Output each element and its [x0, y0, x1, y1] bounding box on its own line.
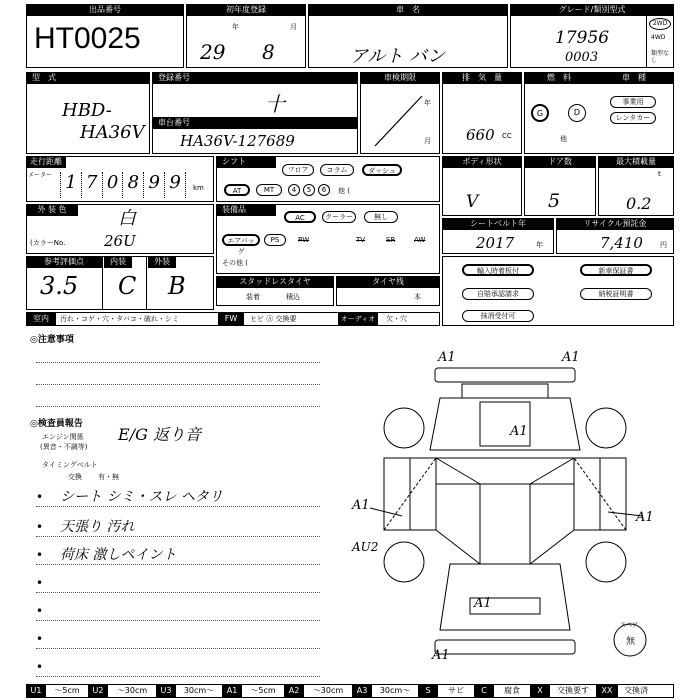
tire-label: タイヤ残: [336, 276, 440, 288]
room-items: 汚れ・コゲ・穴・タバコ・破れ・シミ: [60, 315, 179, 323]
legend-desc: 30cm～: [183, 686, 215, 695]
inspector-label: ◎検査員報告: [30, 419, 83, 429]
rear-bumper: [435, 640, 575, 654]
mileage-unit: km: [193, 184, 204, 192]
damage-mark: A1: [474, 596, 492, 611]
equip-label: 装備品: [216, 204, 276, 216]
mileage-digit: 0: [102, 172, 123, 198]
shift-6: 6: [318, 184, 330, 196]
load-unit: t: [658, 170, 661, 178]
reg-no-label: 登録番号: [152, 72, 358, 84]
legend-code: A2: [284, 684, 304, 698]
studless-fit: 装着: [246, 293, 260, 301]
engine-label: エンジン関係: [42, 433, 84, 441]
model-value-2: HA36V: [80, 122, 145, 143]
equip-other: その他 (: [222, 259, 248, 267]
equip-ps: PS: [264, 234, 286, 246]
front-body: [430, 398, 580, 450]
rule-line: [36, 362, 320, 363]
inspection-label: 車検期限: [360, 72, 440, 84]
year-unit: 年: [232, 23, 239, 31]
spare-label: スペア: [620, 622, 639, 629]
equip-aw: AW: [414, 236, 426, 244]
rule-line: [36, 536, 320, 537]
damage-mark: A1: [432, 648, 450, 663]
legend-code: A1: [222, 684, 242, 698]
mileage-digits: [60, 172, 186, 198]
front-hood: [462, 384, 548, 398]
mileage-digit: 8: [122, 172, 143, 198]
damage-mark: A1: [352, 498, 370, 513]
body-label: ボディ形状: [442, 156, 522, 168]
doc-1: 輸入時着板付: [462, 264, 534, 276]
first-reg-year: 29: [200, 40, 226, 64]
rule-line: [36, 406, 320, 407]
bullet-3: 荷床 激しペイント: [60, 547, 177, 563]
color-no-value: 26U: [104, 232, 136, 250]
timing-yes-no: 有・無: [98, 473, 119, 481]
shift-floor: フロア: [282, 164, 314, 176]
equip-airbag: エアバッグ: [222, 234, 260, 246]
legend-code: U2: [88, 684, 108, 698]
color-no-label: (カラーNo.: [30, 239, 66, 247]
equip-tv: TV: [356, 236, 366, 244]
mileage-digit: 9: [164, 172, 186, 198]
color-label: 外 装 色: [26, 204, 78, 216]
mileage-digit: 1: [60, 172, 81, 198]
legend-desc: 腐食: [504, 686, 520, 695]
doc-3: 自賠承認請求: [462, 288, 534, 300]
mileage-digit: 9: [143, 172, 164, 198]
equip-sr: SR: [386, 236, 396, 244]
equip-none: 無し: [364, 211, 398, 223]
doors-value: 5: [548, 190, 561, 212]
damage-mark: A1: [510, 424, 528, 439]
displacement-value: 660: [466, 126, 495, 144]
drive-4wd: 4WD: [651, 34, 666, 41]
legend-code: A3: [352, 684, 372, 698]
timing-replace: 交換: [68, 473, 82, 481]
rear-body: [440, 564, 570, 630]
usage-rental: レンタカー: [610, 112, 656, 124]
score-divider-2: [146, 256, 147, 310]
first-reg-label: 初年度登録: [186, 4, 306, 16]
usage-label: 車 種: [594, 72, 674, 84]
caution-label: ◎注意事項: [30, 335, 74, 345]
bullet-dot: •: [36, 660, 44, 674]
rear-left-wheel: [384, 542, 424, 582]
front-right-wheel: [586, 408, 626, 448]
legend-items: [26, 684, 674, 698]
body-value: V: [466, 192, 479, 212]
engine-note: E/G 返り音: [118, 425, 201, 444]
fuel-d: D: [568, 104, 586, 122]
interior-value: C: [118, 272, 137, 300]
grade-value-1: 17956: [555, 28, 610, 48]
audio-label: オーディオ: [338, 312, 378, 326]
score-divider-1: [102, 256, 103, 310]
displacement-unit: CC: [502, 132, 512, 140]
displacement-label: 排 気 量: [442, 72, 522, 84]
shift-column: コラム: [320, 164, 354, 176]
inspection-month: 月: [424, 137, 431, 145]
legend-desc: ～5cm: [250, 686, 276, 695]
month-unit: 月: [290, 23, 297, 31]
car-name: アルト バン: [350, 46, 446, 67]
shift-4: 4: [288, 184, 300, 196]
legend-desc: ～5cm: [54, 686, 80, 695]
exterior-label: 外装: [148, 256, 176, 268]
room-label: 室内: [26, 312, 56, 326]
legend-desc: 交換済: [624, 686, 648, 695]
rule-line: [36, 506, 320, 507]
load-value: 0.2: [626, 194, 652, 213]
grade-label: グレード/類別型式: [510, 4, 674, 16]
equip-ac: AC: [284, 211, 316, 223]
tire-unit: 本: [414, 293, 421, 301]
equip-pw: PW: [298, 236, 310, 244]
legend-code: X: [530, 684, 550, 698]
chassis-label: 車台番号: [152, 117, 358, 129]
equip-cooler: クーラー: [322, 211, 356, 223]
damage-mark: A1: [562, 350, 580, 365]
doc-5: 抹消受付可: [462, 310, 534, 322]
seatbelt-value: 2017: [476, 234, 515, 252]
score-value: 3.5: [40, 272, 79, 300]
bullet-dot: •: [36, 490, 44, 504]
roof: [480, 484, 530, 564]
legend-code: C: [474, 684, 494, 698]
car-diagram: [340, 340, 670, 680]
rule-line: [36, 676, 320, 677]
bullet-2: 天張り 汚れ: [60, 519, 135, 535]
shift-5: 5: [303, 184, 315, 196]
drive-none: 類型なし: [651, 50, 670, 64]
inspection-year: 年: [424, 99, 431, 107]
shift-dash: ダッシュ: [362, 164, 402, 176]
lot-number: HT0025: [34, 22, 141, 55]
lot-label: 出品番号: [26, 4, 184, 16]
seatbelt-unit: 年: [536, 241, 543, 249]
fuel-label: 燃 料: [524, 72, 594, 84]
legend-code: S: [418, 684, 438, 698]
legend-code: U1: [26, 684, 46, 698]
color-value: 白: [118, 208, 136, 229]
shift-mt: MT: [256, 184, 282, 196]
timing-label: タイミングベルト: [42, 461, 98, 469]
fw-items: ヒビ Ⓐ 交換要: [250, 315, 297, 323]
grade-value-2: 0003: [565, 50, 599, 65]
doors-label: ドア数: [524, 156, 596, 168]
spare-value: 無: [626, 637, 636, 647]
fw-label: FW: [218, 312, 244, 326]
recycle-value: 7,410: [600, 234, 643, 252]
load-label: 最大積載量: [598, 156, 674, 168]
front-left-wheel: [384, 408, 424, 448]
studless-label: スタッドレスタイヤ: [216, 276, 334, 288]
rear-right-wheel: [586, 542, 626, 582]
legend-code: XX: [596, 684, 618, 698]
mileage-label: 走行距離: [26, 156, 66, 168]
bullet-dot: •: [36, 604, 44, 618]
bullet-dot: •: [36, 548, 44, 562]
drive-2wd: 2WD: [649, 18, 671, 30]
damage-mark: A1: [438, 350, 456, 365]
rule-line: [36, 564, 320, 565]
mileage-digit: 7: [81, 172, 102, 198]
model-value-1: HBD-: [62, 100, 112, 121]
shift-label: シフト: [216, 156, 276, 168]
shift-at: AT: [224, 184, 250, 196]
rule-line: [36, 592, 320, 593]
audio-items: 欠・穴: [386, 315, 407, 323]
fuel-g: G: [531, 104, 549, 122]
legend-code: U3: [156, 684, 176, 698]
seatbelt-label: シートベルト年: [442, 218, 554, 230]
legend-desc: 30cm～: [379, 686, 411, 695]
front-bumper: [435, 368, 575, 382]
shift-other: 他 (: [338, 187, 350, 195]
bullet-dot: •: [36, 520, 44, 534]
doc-2: 新車保証書: [580, 264, 652, 276]
center-body: [436, 458, 574, 484]
model-label: 型 式: [26, 72, 150, 84]
bullet-dot: •: [36, 632, 44, 646]
usage-business: 事業用: [610, 96, 656, 108]
damage-mark: A1: [636, 510, 654, 525]
exterior-value: B: [168, 272, 186, 300]
legend-desc: ～30cm: [312, 686, 344, 695]
score-label: 参考評価点: [26, 256, 102, 268]
legend-desc: ～30cm: [116, 686, 148, 695]
rule-line: [36, 648, 320, 649]
engine-sub: (異音・不調等): [40, 443, 88, 451]
rule-line: [36, 620, 320, 621]
doc-4: 納税証明書: [580, 288, 652, 300]
interior-label: 内装: [104, 256, 132, 268]
bullet-1: シート シミ・スレ ヘタリ: [60, 489, 223, 505]
mileage-meter: メーター: [28, 172, 53, 179]
damage-mark: AU2: [352, 540, 379, 554]
recycle-label: リサイクル預託金: [556, 218, 674, 230]
studless-load: 積込: [286, 293, 300, 301]
rule-line: [36, 384, 320, 385]
recycle-unit: 円: [660, 241, 667, 249]
fuel-other: 他: [560, 135, 567, 143]
first-reg-month: 8: [262, 40, 275, 64]
name-label: 車 名: [308, 4, 508, 16]
legend-desc: サビ: [448, 686, 464, 695]
chassis-value: HA36V-127689: [180, 132, 295, 150]
bullet-dot: •: [36, 576, 44, 590]
legend-desc: 交換要す: [557, 686, 589, 695]
reg-no-value: 十: [265, 92, 285, 116]
